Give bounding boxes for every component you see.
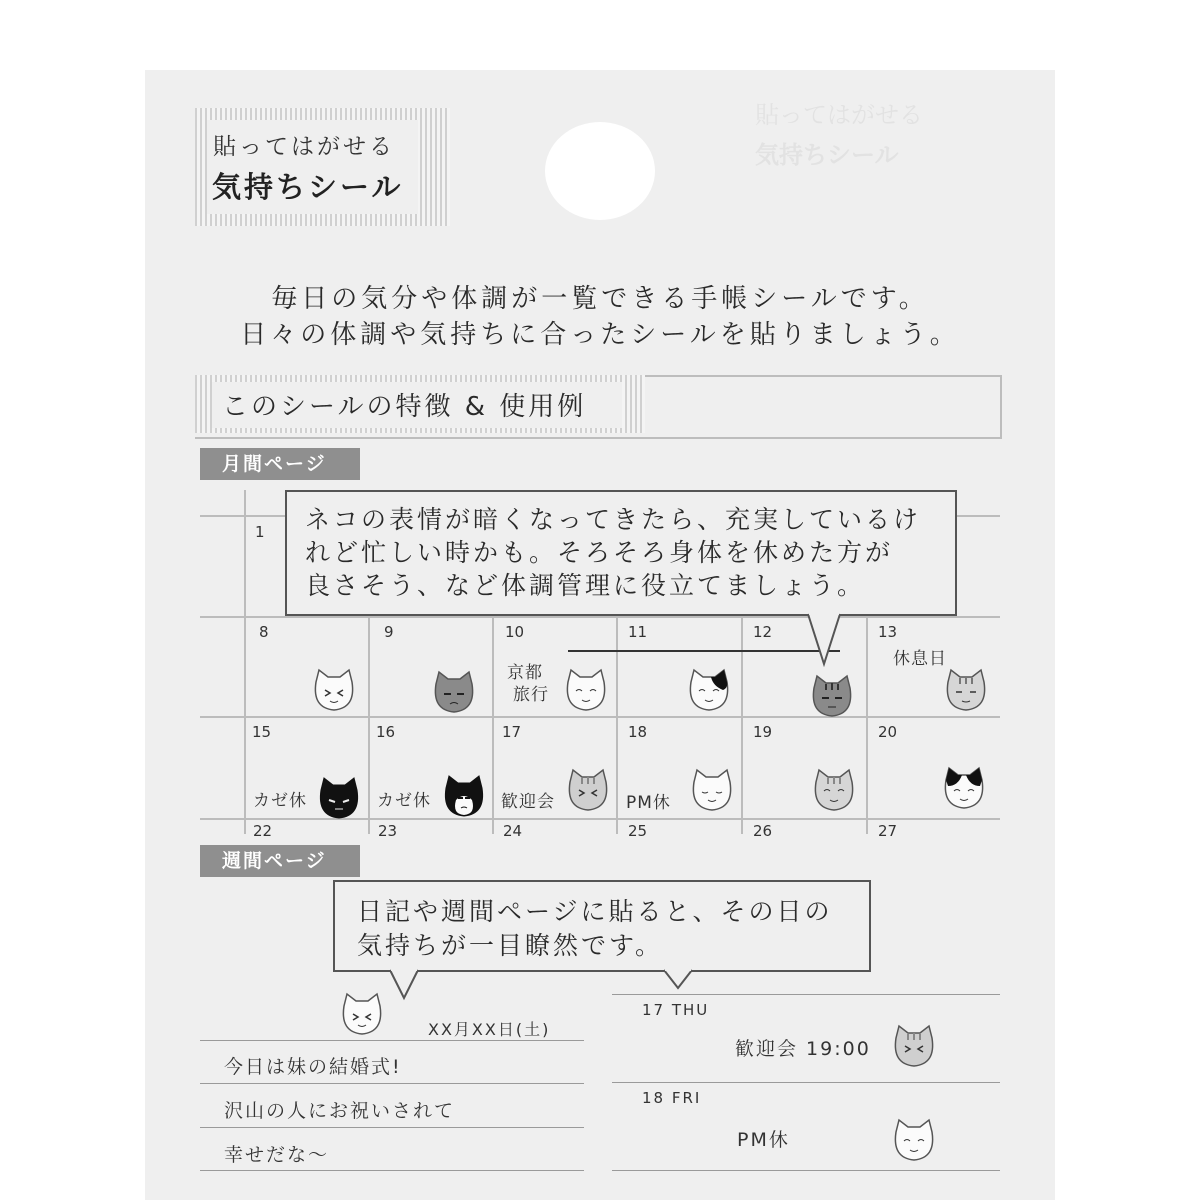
day-18: 18	[628, 723, 648, 741]
monthly-bubble-line-2: れど忙しい時かも。そろそろ身体を休めた方が	[305, 538, 894, 567]
diary-cat-sticker	[338, 992, 386, 1036]
weekly-bubble-line-1: 日記や週間ページに貼ると、その日の	[357, 897, 833, 926]
schedule-rule	[612, 1082, 1000, 1083]
cat-sticker-white-calm	[688, 768, 736, 812]
cat-sticker-tabby-squint	[564, 768, 612, 812]
note-rest-day: 休息日	[893, 649, 947, 669]
day-16: 16	[376, 723, 396, 741]
monthly-bubble-tail	[806, 612, 842, 668]
schedule-entry-fri: PM休	[737, 1129, 790, 1151]
schedule-cat-thu	[890, 1024, 938, 1068]
note-kyoto: 京都	[507, 663, 543, 683]
cat-sticker-gray-sad	[430, 670, 478, 714]
subtitle: 貼ってはがせる	[213, 134, 395, 160]
day-10: 10	[505, 623, 525, 641]
cat-sticker-tabby-light	[942, 668, 990, 712]
intro-line-1: 毎日の気分や体調が一覧できる手帳シールです。	[271, 284, 929, 314]
cat-sticker-tabby-dark	[808, 674, 856, 718]
day-17: 17	[502, 723, 522, 741]
diary-line-3: 幸せだな〜	[224, 1144, 330, 1166]
schedule-day-fri: 18 FRI	[642, 1089, 702, 1107]
diary-rule	[200, 1127, 584, 1128]
day-26: 26	[753, 822, 773, 840]
day-8: 8	[259, 623, 269, 641]
diary-line-2: 沢山の人にお祝いされて	[224, 1100, 456, 1122]
product-title: 気持ちシール	[212, 170, 404, 204]
day-12: 12	[753, 623, 773, 641]
day-1: 1	[255, 523, 265, 541]
diary-line-1: 今日は妹の結婚式!	[224, 1056, 402, 1078]
day-27: 27	[878, 822, 898, 840]
cat-sticker-tuxedo-sad	[440, 774, 488, 818]
features-title: このシールの特徴 & 使用例	[222, 392, 587, 422]
intro-line-2: 日々の体調や気持ちに合ったシールを貼りましょう。	[240, 320, 960, 350]
day-15: 15	[252, 723, 272, 741]
schedule-rule	[612, 1170, 1000, 1171]
note-welcome-party: 歓迎会	[501, 792, 555, 812]
note-trip: 旅行	[513, 685, 549, 705]
diary-rule	[200, 1040, 584, 1041]
trip-arrow	[568, 650, 840, 652]
monthly-bubble-line-3: 良さそう、など体調管理に役立てましょう。	[305, 571, 866, 600]
schedule-rule	[612, 994, 1000, 995]
cat-sticker-tuxedo-happy	[940, 766, 988, 810]
day-25: 25	[628, 822, 648, 840]
day-20: 20	[878, 723, 898, 741]
diary-rule	[200, 1083, 584, 1084]
day-13: 13	[878, 623, 898, 641]
note-pm-off: PM休	[626, 793, 671, 813]
note-cold-leave-16: カゼ休	[377, 791, 431, 811]
hang-hole	[545, 122, 655, 220]
cat-sticker-tabby-happy	[810, 768, 858, 812]
monthly-page-label: 月間ページ	[200, 448, 360, 480]
diary-rule	[200, 1170, 584, 1171]
schedule-day-thu: 17 THU	[642, 1001, 710, 1019]
day-9: 9	[384, 623, 394, 641]
day-23: 23	[378, 822, 398, 840]
ghost-text-1: 貼ってはがせる	[755, 101, 923, 129]
note-cold-leave-15: カゼ休	[253, 791, 307, 811]
day-24: 24	[503, 822, 523, 840]
schedule-cat-fri	[890, 1118, 938, 1162]
day-11: 11	[628, 623, 648, 641]
day-19: 19	[753, 723, 773, 741]
day-22: 22	[253, 822, 273, 840]
weekly-page-label: 週間ページ	[200, 845, 360, 877]
cat-sticker-calico	[685, 668, 733, 712]
schedule-entry-thu: 歓迎会 19:00	[735, 1038, 871, 1060]
weekly-bubble-line-2: 気持ちが一目瞭然です。	[357, 931, 664, 960]
cat-sticker-white-smile	[562, 668, 610, 712]
cat-sticker-white-squint	[310, 668, 358, 712]
monthly-bubble-line-1: ネコの表情が暗くなってきたら、充実しているけ	[305, 505, 922, 534]
weekly-bubble-tail-right	[662, 968, 694, 992]
weekly-bubble-tail-left	[388, 968, 420, 1002]
cat-sticker-black-angry	[315, 776, 363, 820]
diary-date: XX月XX日(土)	[428, 1020, 551, 1039]
ghost-text-2: 気持ちシール	[755, 141, 899, 169]
